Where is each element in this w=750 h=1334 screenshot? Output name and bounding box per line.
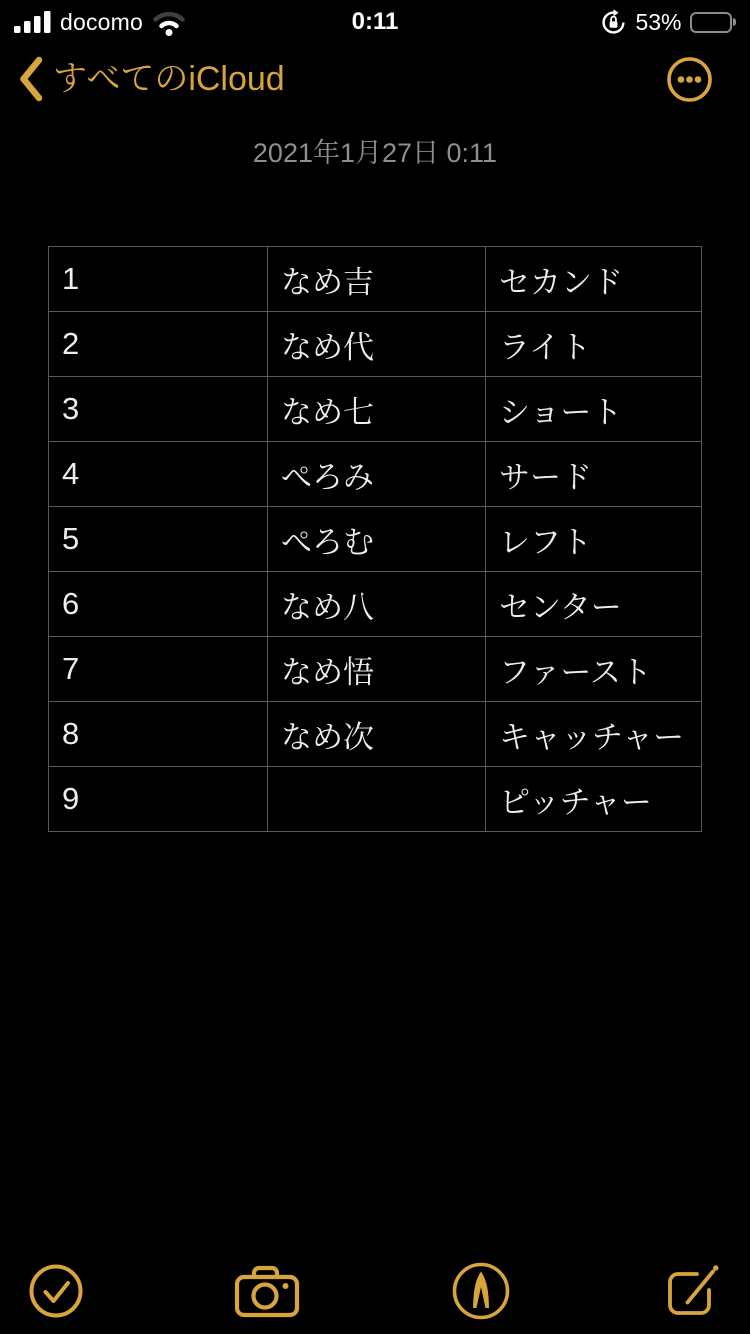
table-row: [49, 442, 702, 507]
status-bar: [0, 0, 750, 44]
bottom-toolbar: [0, 1248, 750, 1334]
wifi-icon: [151, 9, 187, 36]
table-cell-name[interactable]: なめ代: [268, 312, 486, 377]
table-cell-position[interactable]: レフト: [486, 507, 702, 572]
back-button[interactable]: [18, 56, 285, 102]
table-cell-position[interactable]: セカンド: [486, 247, 702, 312]
note-table[interactable]: [48, 246, 702, 832]
table-cell-number[interactable]: 5: [49, 507, 268, 572]
checkmark-circle-icon: [28, 1263, 84, 1319]
table-cell-position[interactable]: センター: [486, 572, 702, 637]
table-cell-name[interactable]: なめ次: [268, 702, 486, 767]
table-cell-number[interactable]: 4: [49, 442, 268, 507]
orientation-lock-icon: [600, 9, 627, 36]
table-cell-position[interactable]: サード: [486, 442, 702, 507]
table-row: [49, 767, 702, 832]
table-cell-name[interactable]: なめ八: [268, 572, 486, 637]
camera-icon: [234, 1264, 300, 1318]
carrier-label: docomo: [60, 8, 144, 35]
table-cell-number[interactable]: 6: [49, 572, 268, 637]
nav-bar: [0, 48, 750, 110]
table-cell-number[interactable]: 9: [49, 767, 268, 832]
table-cell-number[interactable]: 8: [49, 702, 268, 767]
table-row: [49, 247, 702, 312]
table-row: [49, 702, 702, 767]
table-cell-position[interactable]: ファースト: [486, 637, 702, 702]
table-cell-name[interactable]: [268, 767, 486, 832]
status-right-cluster: [600, 9, 736, 36]
table-cell-position[interactable]: ショート: [486, 377, 702, 442]
table-row: [49, 312, 702, 377]
table-cell-name[interactable]: ぺろみ: [268, 442, 486, 507]
back-chevron-icon: [18, 56, 43, 102]
table-cell-position[interactable]: ライト: [486, 312, 702, 377]
camera-button[interactable]: [234, 1264, 300, 1318]
table-row: [49, 637, 702, 702]
table-cell-name[interactable]: ぺろむ: [268, 507, 486, 572]
markup-button[interactable]: [450, 1260, 512, 1322]
compose-icon: [662, 1261, 722, 1321]
table-cell-name[interactable]: なめ悟: [268, 637, 486, 702]
battery-icon: [690, 12, 737, 33]
back-label: すべてのiCloud: [53, 60, 285, 98]
table-cell-position[interactable]: キャッチャー: [486, 702, 702, 767]
table-row: [49, 377, 702, 442]
markup-pen-icon: [450, 1260, 512, 1322]
table-cell-number[interactable]: 1: [49, 247, 268, 312]
table-cell-name[interactable]: なめ吉: [268, 247, 486, 312]
checklist-button[interactable]: [28, 1263, 84, 1319]
status-time: 0:11: [351, 8, 399, 35]
note-date: 2021年1月27日 0:11: [252, 138, 498, 168]
table-cell-name[interactable]: なめ七: [268, 377, 486, 442]
battery-percent-label: 53%: [635, 8, 682, 35]
table-cell-number[interactable]: 3: [49, 377, 268, 442]
table-cell-position[interactable]: ピッチャー: [486, 767, 702, 832]
table-cell-number[interactable]: 2: [49, 312, 268, 377]
status-left-cluster: [14, 9, 187, 36]
table-cell-number[interactable]: 7: [49, 637, 268, 702]
ellipsis-circle-icon: [666, 56, 713, 103]
more-button[interactable]: [666, 56, 713, 103]
table-row: [49, 507, 702, 572]
compose-button[interactable]: [662, 1261, 722, 1321]
cellular-signal-icon: [14, 9, 52, 35]
table-row: [49, 572, 702, 637]
